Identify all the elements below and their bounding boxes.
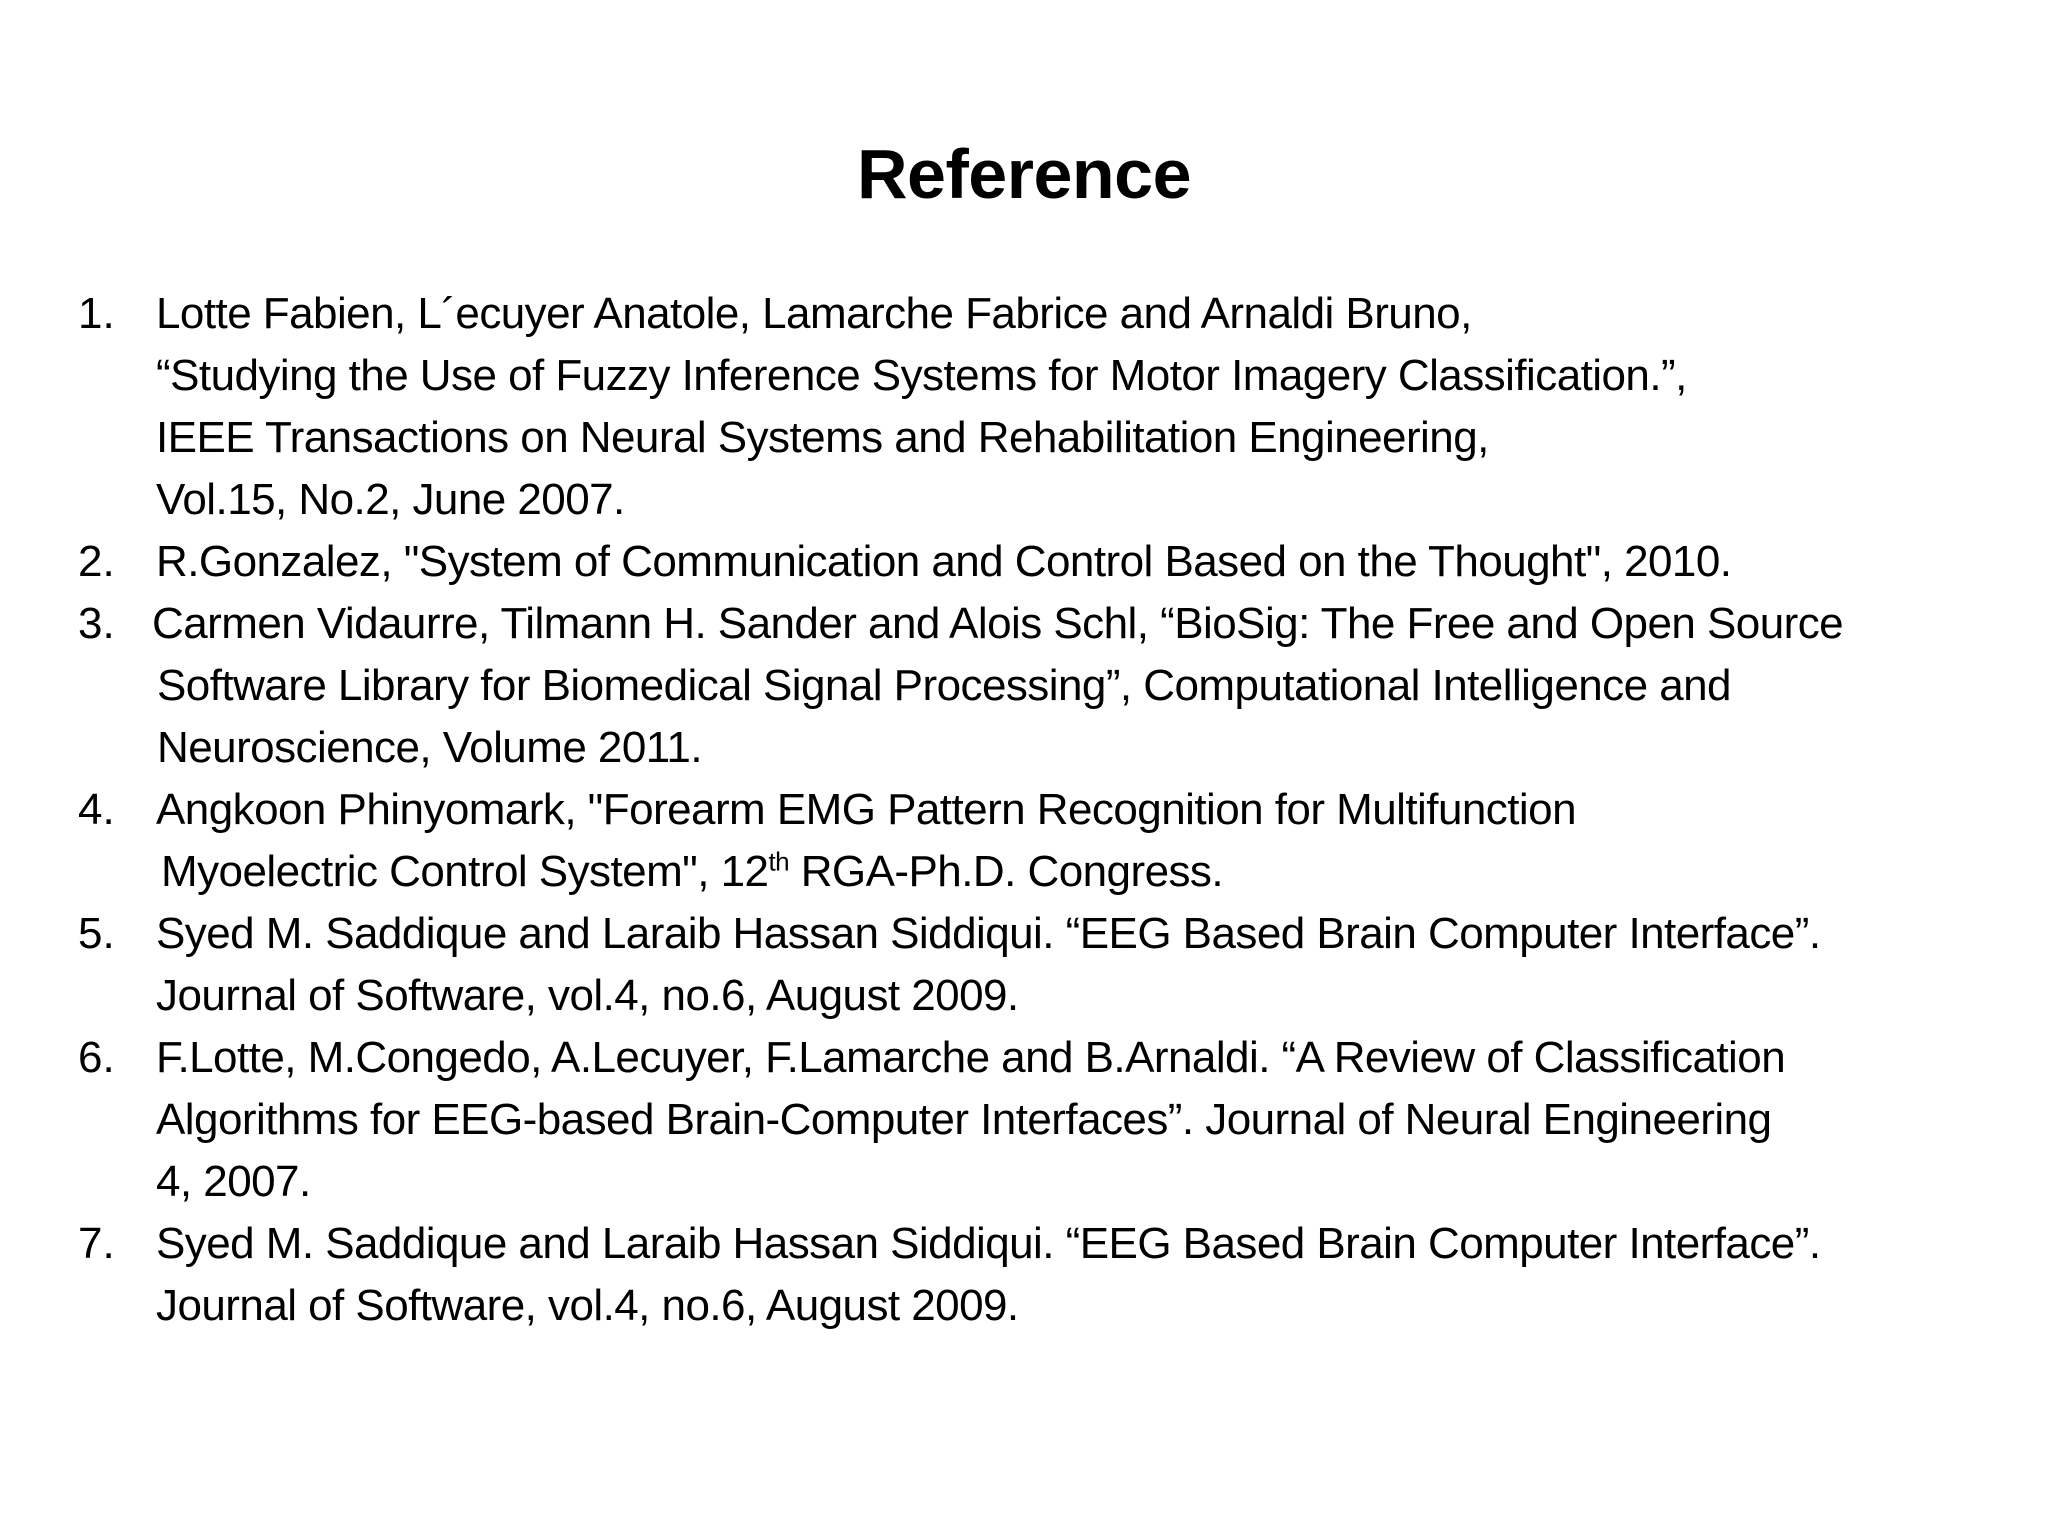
reference-line: IEEE Transactions on Neural Systems and Rehabilitation Engineering,: [156, 413, 1489, 462]
reference-list: [78, 283, 2028, 1337]
reference-line: Syed M. Saddique and Laraib Hassan Siddiqui. “EEG Based Brain Computer Interface”.: [156, 909, 1821, 958]
reference-item-3: [78, 593, 2028, 779]
reference-text: [156, 531, 1731, 593]
reference-line: Journal of Software, vol.4, no.6, August 2009.: [156, 971, 1019, 1020]
reference-item-6: [78, 1027, 2028, 1213]
ordinal-superscript: th: [768, 846, 790, 877]
reference-number: 7.: [78, 1219, 115, 1268]
reference-line: Journal of Software, vol.4, no.6, August 2009.: [156, 1281, 1019, 1330]
reference-number: 4.: [78, 785, 115, 834]
reference-number: 2.: [78, 537, 115, 586]
reference-line: Syed M. Saddique and Laraib Hassan Siddiqui. “EEG Based Brain Computer Interface”.: [156, 1219, 1821, 1268]
reference-line: Carmen Vidaurre, Tilmann H. Sander and Alois Schl, “BioSig: The Free and Open Source: [152, 599, 1844, 648]
reference-item-7: [78, 1213, 2028, 1337]
reference-text: [156, 1027, 1785, 1213]
reference-number: 6.: [78, 1033, 115, 1082]
reference-line: F.Lotte, M.Congedo, A.Lecuyer, F.Lamarche and B.Arnaldi. “A Review of Classification: [156, 1033, 1786, 1082]
reference-line: 4, 2007.: [156, 1157, 311, 1206]
reference-line: Angkoon Phinyomark, "Forearm EMG Pattern Recognition for Multifunction: [156, 785, 1576, 834]
reference-number: 1.: [78, 289, 115, 338]
reference-item-4: [78, 779, 2028, 903]
reference-item-2: [78, 531, 2028, 593]
slide-title: Reference: [856, 135, 1191, 213]
reference-item-5: [78, 903, 2028, 1027]
reference-line: R.Gonzalez, "System of Communication and Control Based on the Thought", 2010.: [156, 537, 1732, 586]
reference-item-1: [78, 283, 2028, 531]
reference-text: [152, 593, 1843, 779]
reference-line: Software Library for Biomedical Signal Processing”, Computational Intelligence and: [157, 661, 1731, 710]
reference-text: [156, 903, 1821, 1027]
reference-number: 5.: [78, 909, 115, 958]
reference-line: “Studying the Use of Fuzzy Inference Systems for Motor Imagery Classification.”,: [156, 351, 1687, 400]
reference-text: [156, 283, 1687, 531]
reference-line-text: Myoelectric Control System", 12: [161, 847, 769, 896]
reference-line: Vol.15, No.2, June 2007.: [156, 475, 625, 524]
reference-line: Lotte Fabien, L´ecuyer Anatole, Lamarche Fabrice and Arnaldi Bruno,: [156, 289, 1472, 338]
reference-line: Algorithms for EEG-based Brain-Computer Interfaces”. Journal of Neural Engineering: [156, 1095, 1772, 1144]
reference-number: 3.: [78, 599, 115, 648]
reference-line: Neuroscience, Volume 2011.: [157, 723, 703, 772]
reference-text: [156, 779, 1576, 903]
reference-line-text: RGA-Ph.D. Congress.: [789, 847, 1224, 896]
reference-text: [156, 1213, 1821, 1337]
reference-line: [156, 841, 1576, 903]
